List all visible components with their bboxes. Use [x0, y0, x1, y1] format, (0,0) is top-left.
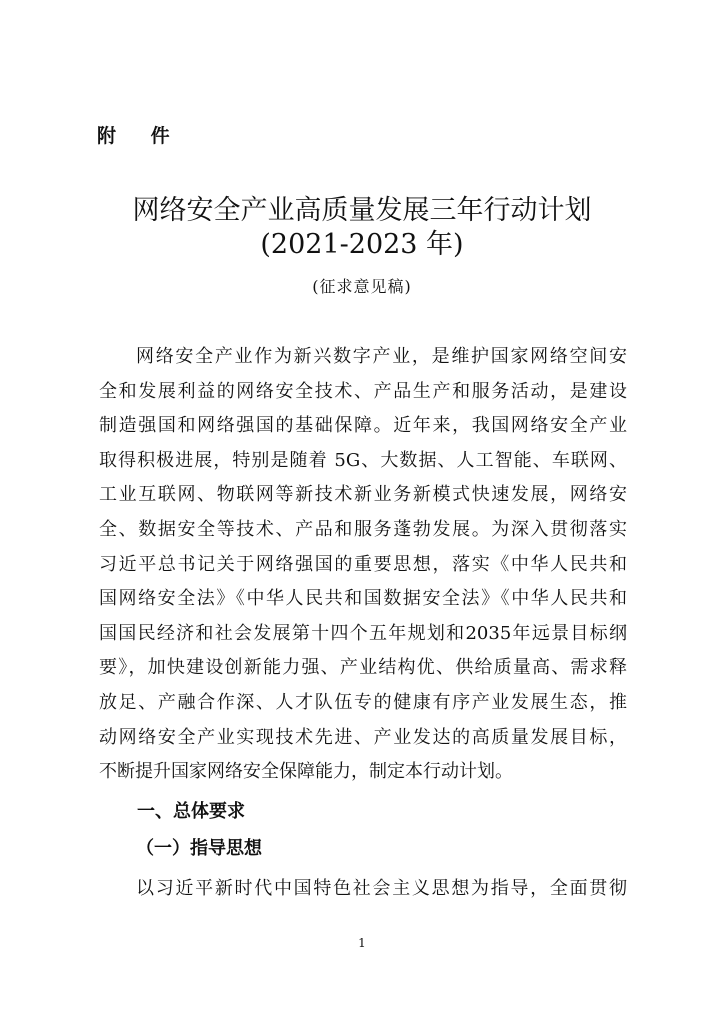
paragraph-line: 习近平总书记关于网络强国的重要思想，落实《中华人民共和: [99, 553, 627, 575]
page-number: 1: [358, 936, 366, 950]
paragraph-line: 网络安全产业作为新兴数字产业，是维护国家网络空间安: [136, 346, 627, 367]
paragraph-line: 全和发展利益的网络安全技术、产品生产和服务活动，是建设: [99, 380, 627, 402]
document-title: 网络安全产业高质量发展三年行动计划: [132, 195, 592, 226]
document-title-years: (2021-2023 年): [260, 229, 464, 260]
paragraph-line: 动网络安全产业实现技术先进、产业发达的高质量发展目标，: [99, 726, 627, 748]
paragraph-line: 要》，加快建设创新能力强、产业结构优、供给质量高、需求释: [99, 657, 627, 679]
paragraph-line: 工业互联网、物联网等新技术新业务新模式快速发展，网络安: [99, 484, 627, 506]
guiding-paragraph: [99, 872, 627, 907]
section-heading: 一、总体要求: [137, 801, 245, 822]
draft-note: (征求意见稿): [312, 277, 412, 296]
paragraph-line: 国网络安全法》《中华人民共和国数据安全法》《中华人民共和: [99, 588, 627, 610]
paragraph-line: 取得积极进展，特别是随着 5G、大数据、人工智能、车联网、: [99, 449, 627, 471]
paragraph-line: 制造强国和网络强国的基础保障。近年来，我国网络安全产业: [99, 415, 627, 437]
paragraph-line: 全、数据安全等技术、产品和服务蓬勃发展。为深入贯彻落实: [99, 518, 627, 540]
paragraph-line: 放足、产融合作深、人才队伍专的健康有序产业发展生态，推: [99, 691, 627, 713]
paragraph-line: 国国民经济和社会发展第十四个五年规划和2035年远景目标纲: [99, 622, 627, 644]
attachment-label: 附 件: [97, 125, 184, 147]
intro-paragraph: [99, 340, 627, 790]
paragraph-line: 不断提升国家网络安全保障能力，制定本行动计划。: [99, 761, 513, 783]
subsection-heading: （一）指导思想: [136, 838, 262, 859]
paragraph-line: 以习近平新时代中国特色社会主义思想为指导，全面贯彻: [136, 878, 627, 899]
